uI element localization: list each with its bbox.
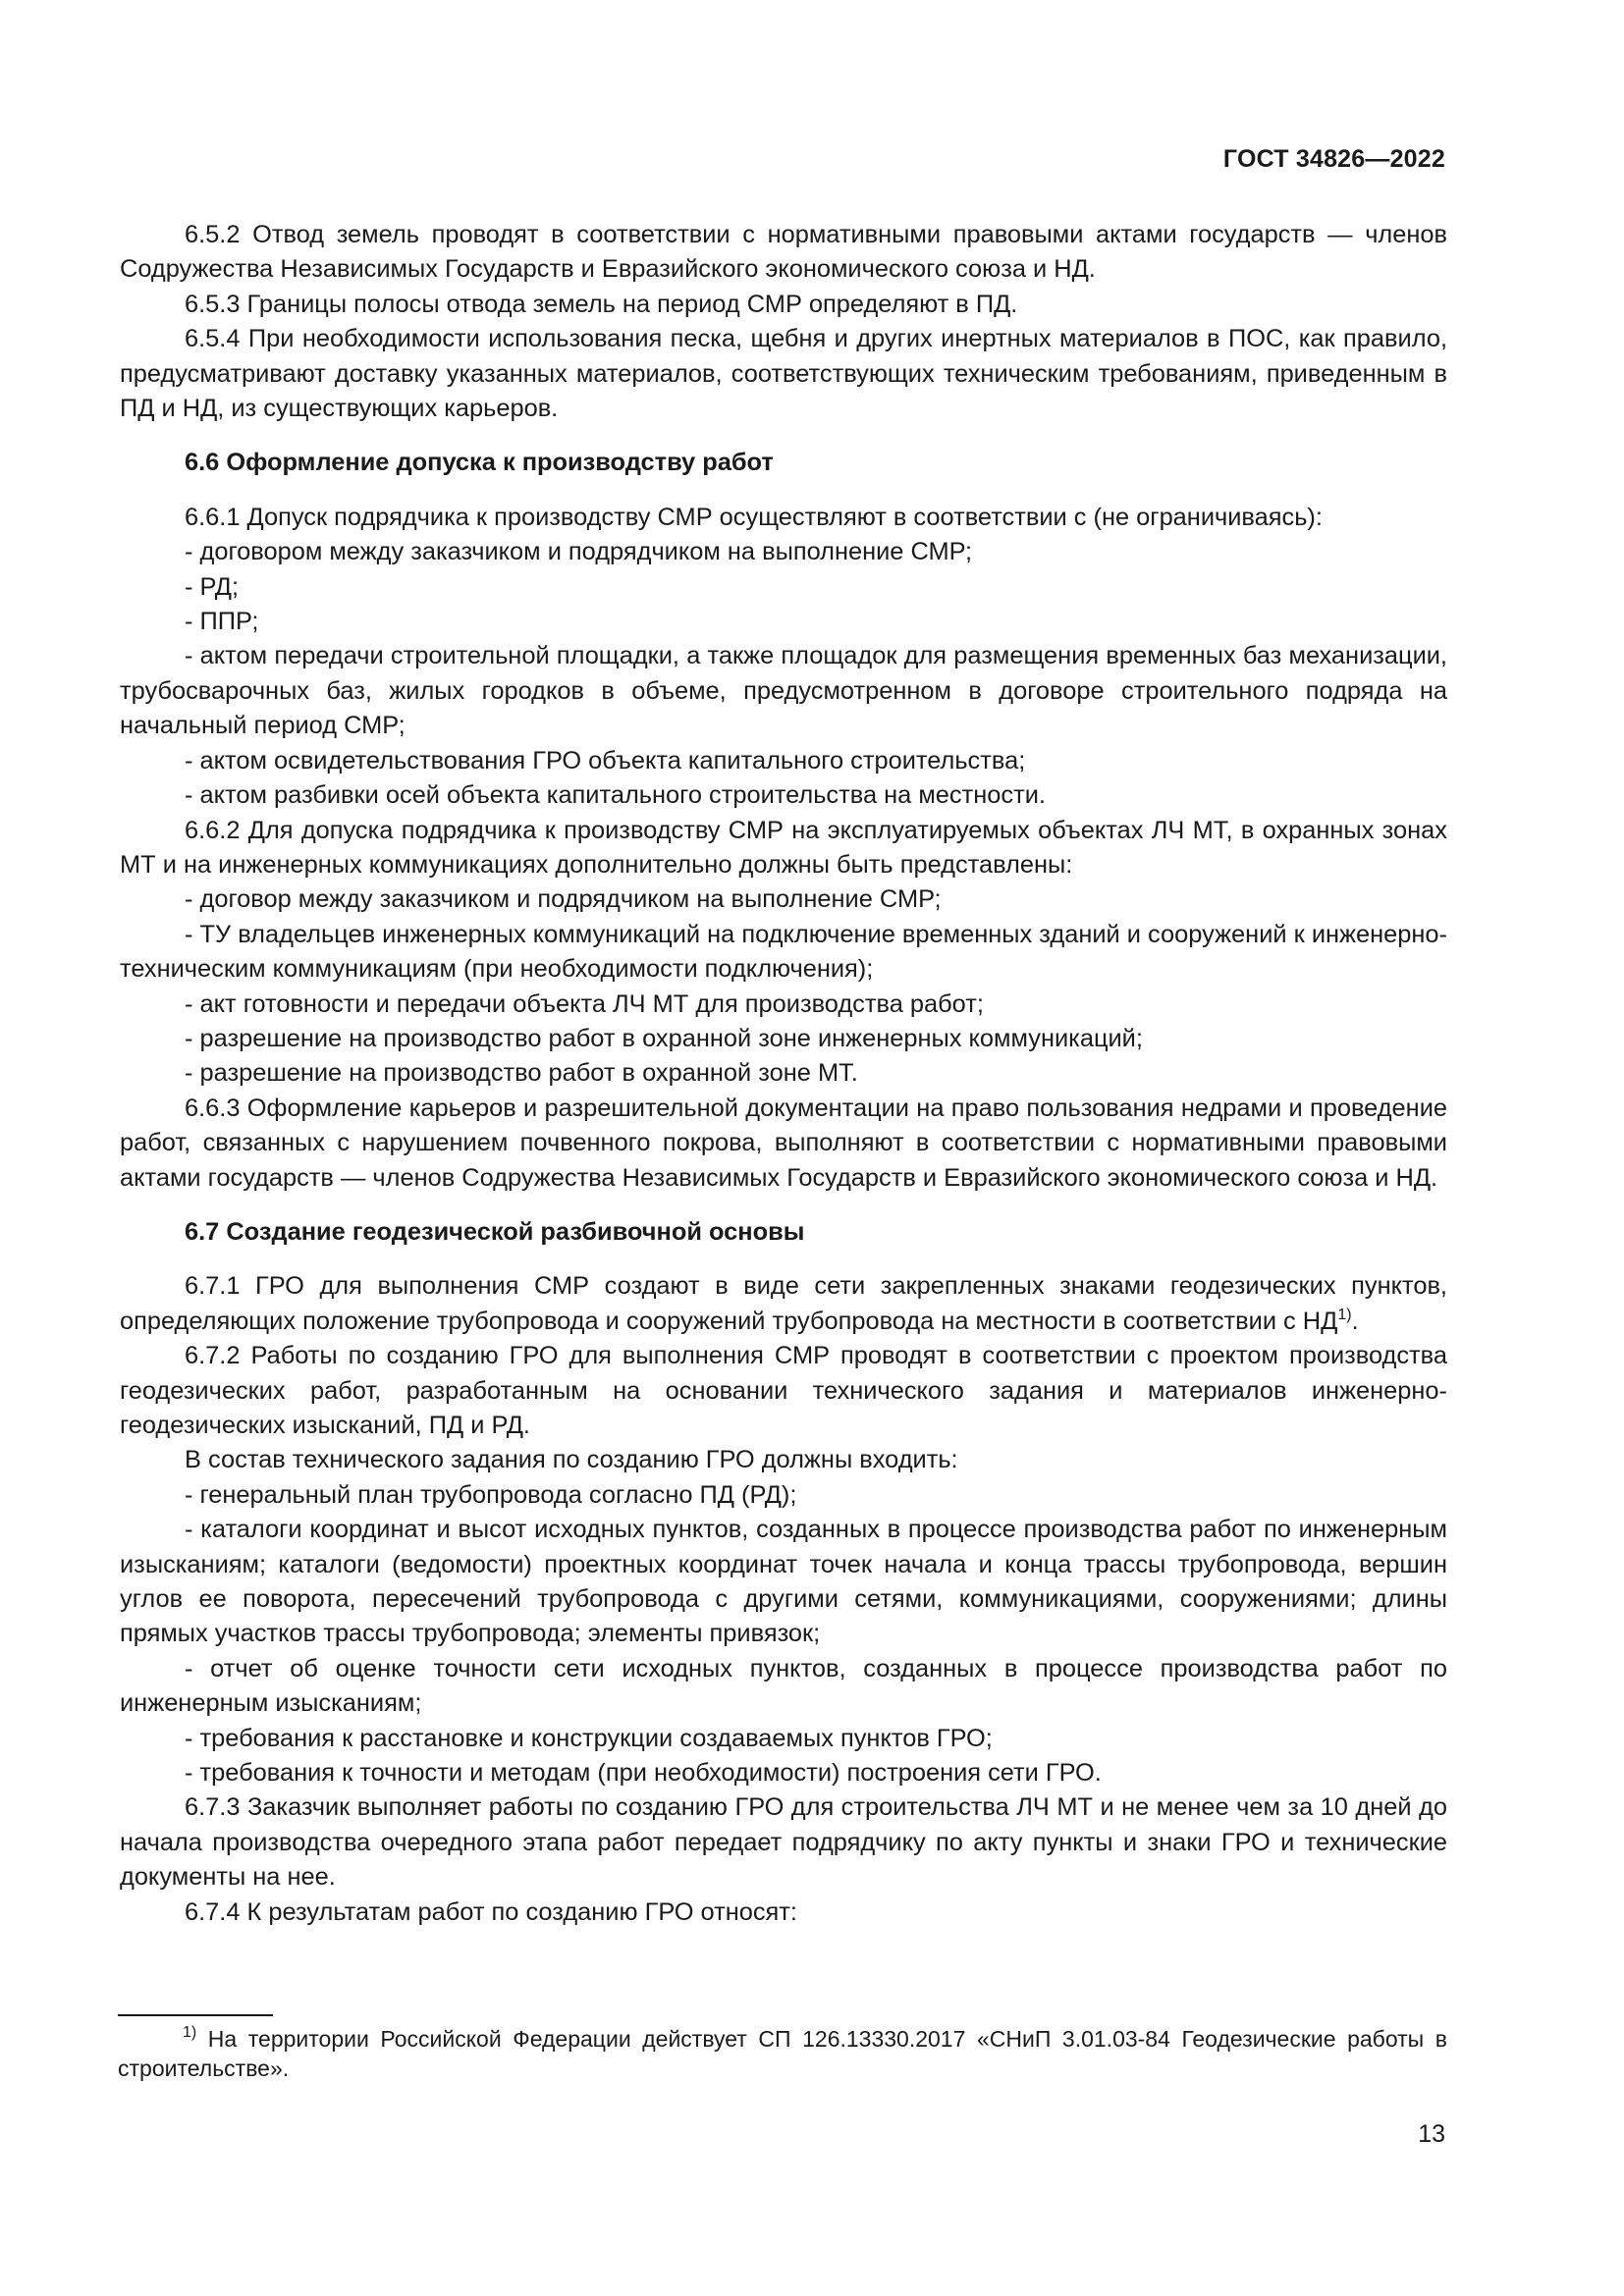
paragraph-6-6-3: 6.6.3 Оформление карьеров и разрешительной документации на право пользования недрами и проведение работ, связанных с нарушением почвенного покрова, выполняют в соответствии с нормативными правовыми актами государств — членов Содружества Независимых Государств и Евразийского экономического союза и НД. <box>120 1094 1447 1192</box>
list-item: - актом освидетельствования ГРО объекта капитального строительства; <box>185 746 1026 774</box>
paragraph-6-7-1 <box>120 1269 1447 1339</box>
footnote-text: На территории Российской Федерации действует СП 126.13330.2017 «СНиП 3.01.03-84 Геодезические работы в строительстве». <box>118 2026 1447 2081</box>
paragraph-6-7-2: 6.7.2 Работы по созданию ГРО для выполнения СМР проводят в соответствии с проектом производства геодезических работ, разработанным на основании технического задания и материалов инженерно-геодезических изысканий, ПД и РД. <box>120 1342 1447 1439</box>
list-item: - договор между заказчиком и подрядчиком на выполнение СМР; <box>185 885 942 914</box>
paragraph-6-5-4: 6.5.4 При необходимости использования песка, щебня и других инертных материалов в ПОС, как правило, предусматривают доставку указанных материалов, соответствующих техническим требованиям, приведенным в ПД и НД, из существующих карьеров. <box>120 325 1447 423</box>
list-item: - актом передачи строительной площадки, а также площадок для размещения временных баз механизации, трубосварочных баз, жилых городков в объеме, предусмотренном в договоре строительного подряда на начальный период СМР; <box>120 642 1447 740</box>
list-item: - требования к точности и методам (при необходимости) построения сети ГРО. <box>185 1759 1102 1788</box>
list-item: - требования к расстановке и конструкции создаваемых пунктов ГРО; <box>185 1724 993 1752</box>
section-heading-6-6: 6.6 Оформление допуска к производству работ <box>185 449 774 477</box>
footnote-separator <box>118 2014 273 2016</box>
list-item: - разрешение на производство работ в охранной зоне инженерных коммуникаций; <box>185 1024 1143 1052</box>
list-item: - РД; <box>185 572 239 601</box>
document-body <box>120 218 1447 1930</box>
paragraph-6-7-2-b: В состав технического задания по созданию ГРО должны входить: <box>185 1446 958 1474</box>
paragraph-6-5-3: 6.5.3 Границы полосы отвода земель на период СМР определяют в ПД. <box>185 290 1018 318</box>
paragraph-6-7-4: 6.7.4 К результатам работ по созданию ГРО относят: <box>185 1897 797 1926</box>
footnote-reference[interactable]: 1) <box>1337 1306 1352 1323</box>
footnote-marker: 1) <box>183 2024 197 2041</box>
paragraph-6-7-3: 6.7.3 Заказчик выполняет работы по созданию ГРО для строительства ЛЧ МТ и не менее чем за 10 дней до начала производства очередного этапа работ передает подрядчику по акту пункты и знаки ГРО и технические документы на нее. <box>120 1793 1447 1892</box>
list-item: - договором между заказчиком и подрядчиком на выполнение СМР; <box>185 538 973 566</box>
list-item: - акт готовности и передачи объекта ЛЧ МТ для производства работ; <box>185 989 984 1018</box>
list-item: - отчет об оценке точности сети исходных пунктов, созданных в процессе производства работ по инженерным изысканиям; <box>120 1654 1447 1718</box>
paragraph-6-7-1-end: . <box>1351 1307 1359 1335</box>
document-header: ГОСТ 34826—2022 <box>1222 145 1445 173</box>
paragraph-6-6-2: 6.6.2 Для допуска подрядчика к производству СМР на эксплуатируемых объектах ЛЧ МТ, в охранных зонах МТ и на инженерных коммуникациях дополнительно должны быть представлены: <box>120 816 1447 879</box>
paragraph-6-6-1: 6.6.1 Допуск подрядчика к производству СМР осуществляют в соответствии с (не ограничиваясь): <box>185 503 1323 531</box>
paragraph-6-5-2: 6.5.2 Отвод земель проводят в соответствии с нормативными правовыми актами государств — членов Содружества Независимых Государств и Евразийского экономического союза и НД. <box>120 221 1447 284</box>
list-item: - ТУ владельцев инженерных коммуникаций на подключение временных зданий и сооружений к инженерно-техническим коммуникациям (при необходимости подключения); <box>120 920 1447 984</box>
footnote <box>118 2024 1447 2083</box>
list-item: - генеральный план трубопровода согласно ПД (РД); <box>185 1480 797 1509</box>
section-heading-6-7: 6.7 Создание геодезической разбивочной основы <box>185 1217 805 1246</box>
page-number: 13 <box>1418 2120 1445 2148</box>
list-item: - актом разбивки осей объекта капитального строительства на местности. <box>185 781 1046 810</box>
list-item: - ППР; <box>185 608 259 636</box>
list-item: - разрешение на производство работ в охранной зоне МТ. <box>185 1059 858 1088</box>
paragraph-6-7-1-text: 6.7.1 ГРО для выполнения СМР создают в виде сети закрепленных знаками геодезических пунктов, определяющих положение трубопровода и сооружений трубопровода на местности в соответствии с НД <box>120 1272 1447 1335</box>
list-item: - каталоги координат и высот исходных пунктов, созданных в процессе производства работ по инженерным изысканиям; каталоги (ведомости) проектных координат точек начала и конца трассы трубопровода, вершин углов ее поворота, пересечений трубопровода с другими сетями, коммуникациями, сооружениями; длины прямых участков трассы трубопровода; элементы привязок; <box>120 1516 1447 1648</box>
